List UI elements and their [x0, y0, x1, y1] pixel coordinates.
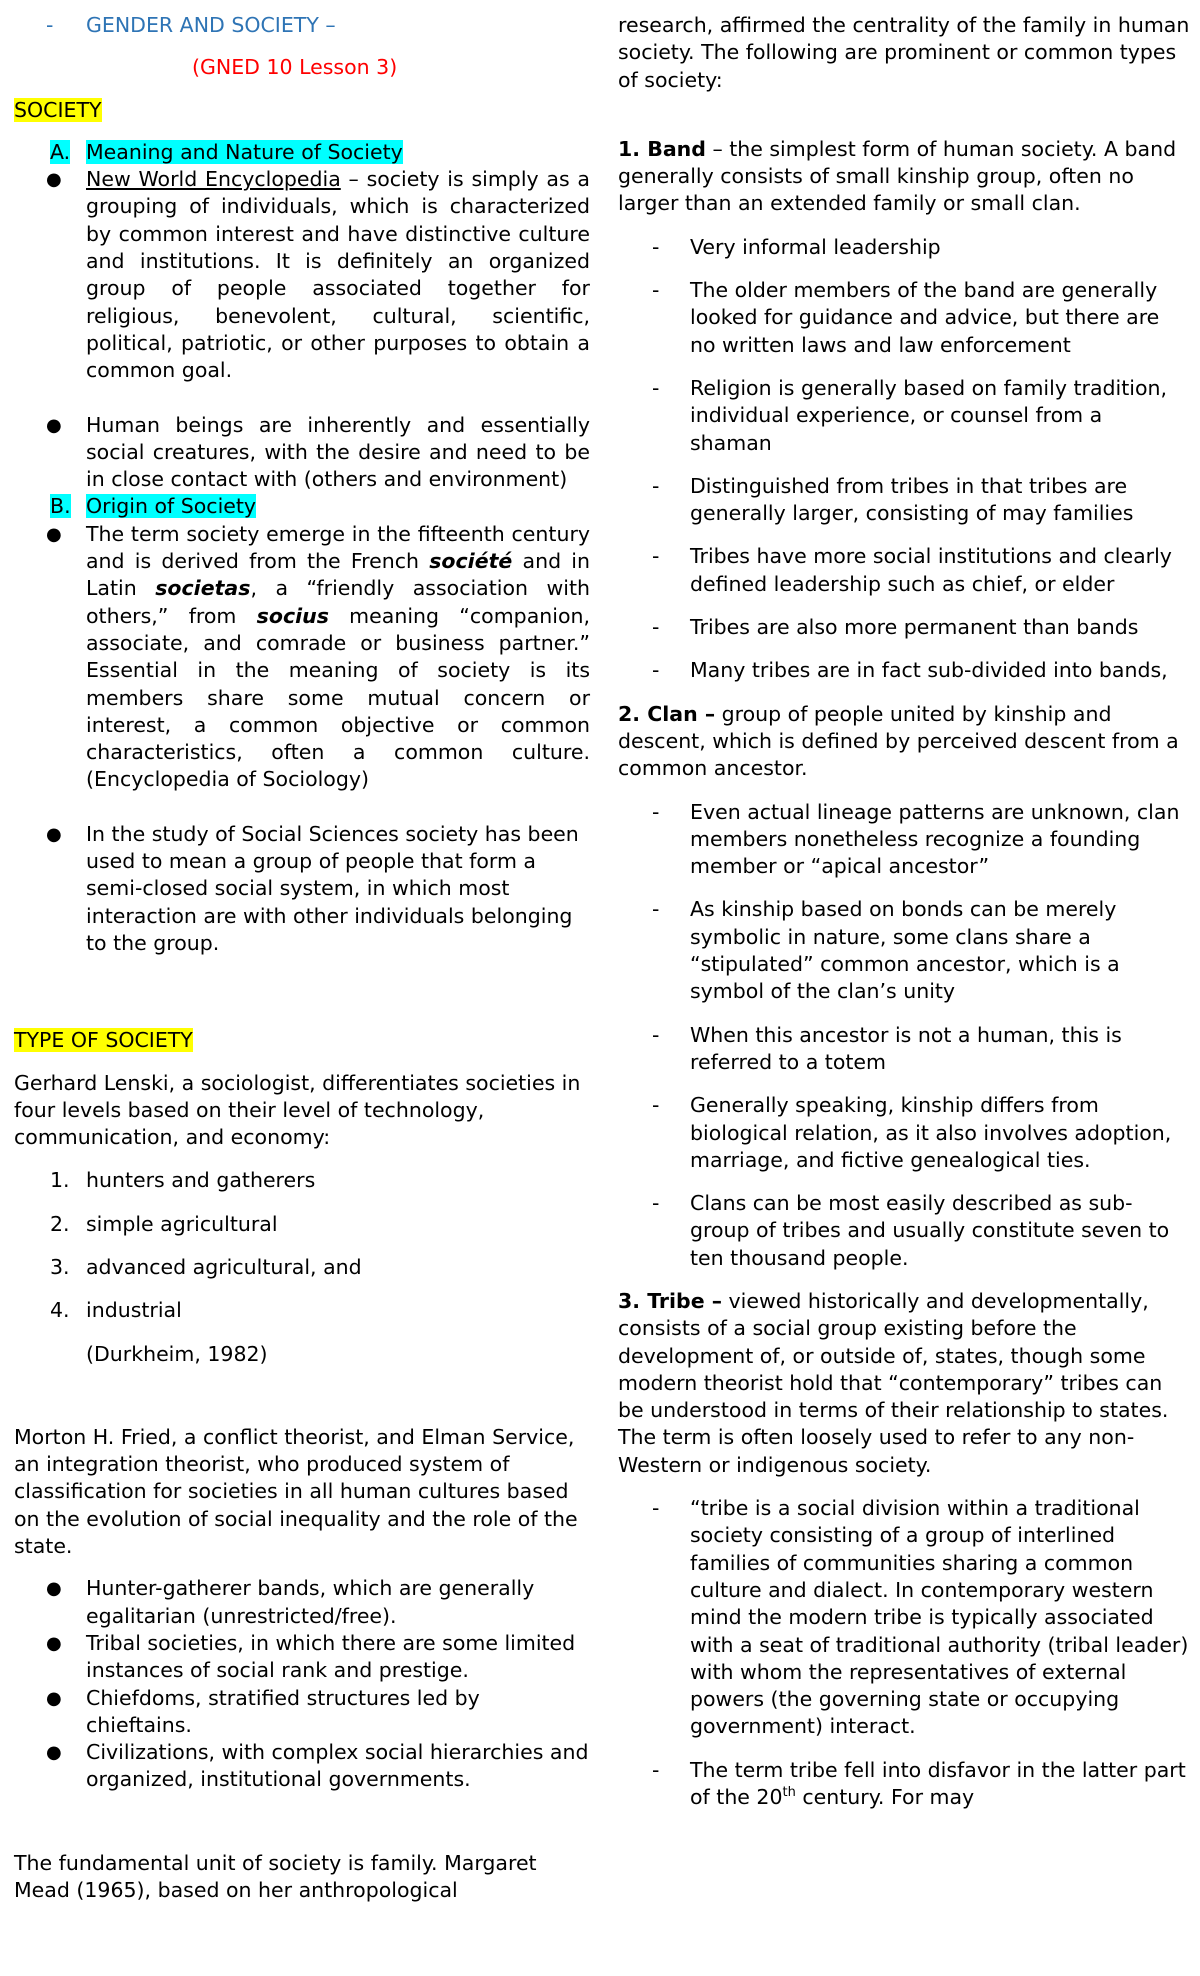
term-societas: societas [155, 576, 251, 601]
list-item: ● Hunter-gatherer bands, which are generally egalitarian (unrestricted/free). [14, 1575, 590, 1630]
bullet-icon: ● [46, 414, 62, 436]
list-item: - The older members of the band are generally looked for guidance and advice, but there are no written laws and law enforcement [652, 278, 1160, 357]
band-definition: 1. Band – the simplest form of human society. A band generally consists of small kinship group, often no larger than an extended family or small clan. [618, 136, 1177, 216]
list-item: - Clans can be most easily described as sub-group of tribes and usually constitute seven to ten thousand people. [652, 1191, 1170, 1270]
citation-durkheim: (Durkheim, 1982) [86, 1341, 268, 1366]
document-title: GENDER AND SOCIETY – [86, 13, 336, 37]
bullet-icon: ● [46, 1632, 62, 1654]
document-title-line [14, 12, 590, 39]
society-heading: SOCIETY [14, 97, 102, 122]
list-item: 4. industrial [50, 1298, 182, 1323]
list-item [14, 821, 590, 957]
list-item: 1. hunters and gatherers [50, 1168, 316, 1193]
list-item [14, 412, 590, 494]
b-bullet-1-text: The term society emerge in the fifteenth century and is derived from the French société and in Latin societas, a “friendly association with others,” from socius meaning “companion, associate, and comrade or business partner.” Essential in the meaning of society is its members share some mutual concern or interest, a common objective or common characteristics, often a common culture. (Encyclopedia of Sociology) [86, 521, 590, 792]
title-dash: - [46, 13, 54, 37]
b-bullet-2-text: In the study of Social Sciences society has been used to mean a group of people that form a semi-closed social system, in which most interaction are with other individuals belonging to the group. [86, 821, 579, 955]
tribe-term: 3. Tribe – [618, 1288, 723, 1313]
bullet-icon: ● [46, 169, 62, 191]
list-item: - Tribes are also more permanent than bands [652, 615, 1139, 640]
list-item [14, 166, 590, 384]
fried-intro: Morton H. Fried, a conflict theorist, and Elman Service, an integration theorist, who produced system of classification for societies in all human cultures based on the evolution of social inequality and the role of the state. [14, 1424, 578, 1559]
bullet-icon: ● [46, 1578, 62, 1600]
type-of-society-heading: TYPE OF SOCIETY [14, 1028, 193, 1053]
term-societe: société [429, 549, 513, 574]
a-bullet-1-text: – society is simply as a grouping of individuals, which is characterized by common interest and have distinctive culture and institutions. It is definitely an organized group of people associated together for religious, benevolent, cultural, scientific, political, patriotic, or other purposes to obtain a common goal. [86, 167, 590, 383]
section-b-label: B. [50, 494, 71, 519]
list-item: ● Tribal societies, in which there are some limited instances of social rank and prestige. [14, 1630, 590, 1685]
list-item: ● Chiefdoms, stratified structures led by chieftains. [14, 1685, 590, 1740]
section-b-heading [14, 493, 590, 520]
list-item: - The term tribe fell into disfavor in the latter part of the 20th century. For may [652, 1757, 1186, 1810]
left-column [14, 12, 590, 1904]
list-item: - As kinship based on bonds can be merely symbolic in nature, some clans share a “stipulated” common ancestor, which is a symbol of the clan’s unity [652, 897, 1120, 1004]
lenski-intro: Gerhard Lenski, a sociologist, differentiates societies in four levels based on their level of technology, communication, and economy: [14, 1070, 581, 1150]
list-item: - “tribe is a social division within a traditional society consisting of a group of interlined families of communities sharing a common culture and dialect. In contemporary western mind the modern tribe is typically associated with a seat of traditional authority (tribal leader) with whom the representatives of external powers (the governing state or occupying government) interact. [652, 1496, 1189, 1739]
list-item: 2. simple agricultural [50, 1211, 278, 1236]
bullet-icon: ● [46, 1742, 62, 1764]
a-bullet-2-text: Human beings are inherently and essentially social creatures, with the desire and need to be in close contact with (others and environment) [86, 412, 590, 492]
list-item: - When this ancestor is not a human, this is referred to a totem [652, 1022, 1122, 1074]
list-item: - Many tribes are in fact sub-divided into bands, [652, 658, 1168, 683]
section-b-title: Origin of Society [86, 494, 257, 519]
list-item: - Even actual lineage patterns are unknown, clan members nonetheless recognize a founding member or “apical ancestor” [652, 799, 1180, 879]
bullet-icon: ● [46, 523, 62, 545]
list-item: - Religion is generally based on family tradition, individual experience, or counsel from a shaman [652, 375, 1167, 455]
list-item: ● Civilizations, with complex social hierarchies and organized, institutional governments. [14, 1739, 590, 1794]
band-term: 1. Band [618, 136, 706, 161]
section-a-heading [14, 139, 590, 166]
list-item: - Generally speaking, kinship differs from biological relation, as it also involves adoption, marriage, and fictive genealogical ties. [652, 1093, 1172, 1172]
tribe-definition: 3. Tribe – viewed historically and developmentally, consists of a social group existing before the development of, or outside of, states, though some modern theorist hold that “contemporary” tribes can be understood in terms of their relationship to states. The term is often loosely used to refer to any non-Western or indigenous society. [618, 1288, 1169, 1477]
right-column [618, 12, 1190, 1811]
section-a-title: Meaning and Nature of Society [86, 139, 403, 164]
clan-term: 2. Clan – [618, 701, 716, 726]
family-paragraph-continued: research, affirmed the centrality of the family in human society. The following are prominent or common types of society: [618, 13, 1190, 92]
list-item: - Tribes have more social institutions and clearly defined leadership such as chief, or elder [652, 544, 1172, 596]
list-item [14, 521, 590, 794]
encyclopedia-link-text: New World Encyclopedia [86, 167, 341, 192]
list-item: - Distinguished from tribes in that tribes are generally larger, consisting of may families [652, 473, 1134, 526]
bullet-icon: ● [46, 1687, 62, 1709]
clan-definition: 2. Clan – group of people united by kinship and descent, which is defined by perceived descent from a common ancestor. [618, 701, 1179, 781]
bullet-icon: ● [46, 823, 62, 845]
document-subtitle: (GNED 10 Lesson 3) [192, 55, 398, 80]
list-item: 3. advanced agricultural, and [50, 1254, 362, 1279]
family-paragraph: The fundamental unit of society is family. Margaret Mead (1965), based on her anthropological [14, 1850, 537, 1903]
section-a-label: A. [50, 139, 71, 164]
term-socius: socius [256, 603, 329, 628]
list-item: - Very informal leadership [652, 234, 941, 259]
